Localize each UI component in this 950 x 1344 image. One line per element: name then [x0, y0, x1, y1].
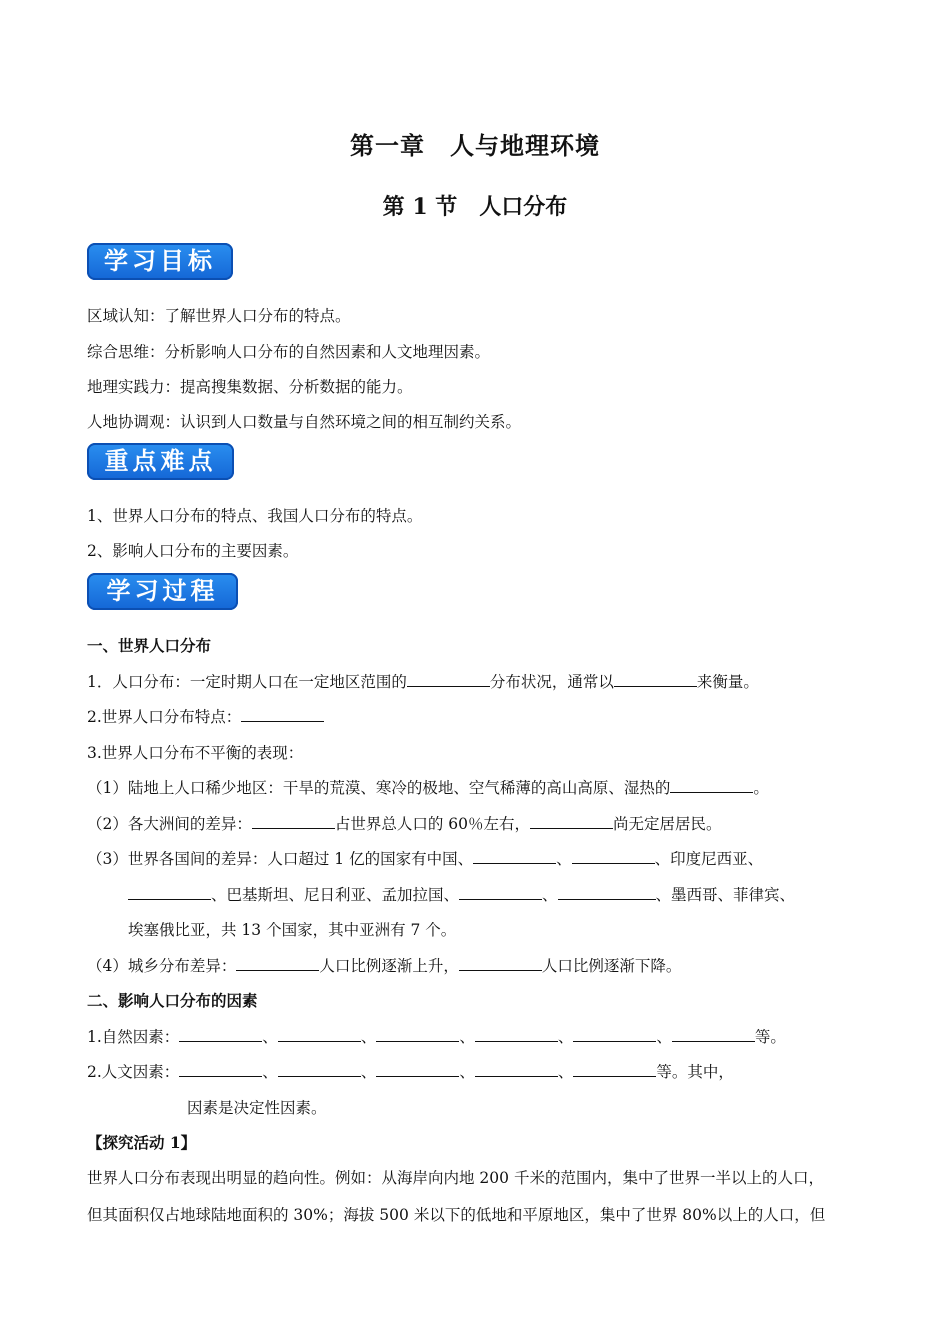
fill-blank[interactable]	[407, 672, 490, 687]
fill-blank[interactable]	[530, 814, 613, 829]
fill-blank[interactable]	[475, 1027, 558, 1042]
question-2: 2.世界人口分布特点：	[87, 707, 324, 727]
point-3-continued: 、巴基斯坦、尼日利亚、孟加拉国、 、 、墨西哥、菲律宾、	[128, 885, 795, 905]
question-1: 1．人口分布：一定时期人口在一定地区范围的 分布状况，通常以 来衡量。	[87, 673, 759, 691]
fill-blank[interactable]	[473, 849, 556, 864]
fill-blank[interactable]	[179, 1062, 262, 1077]
point-2: （2）各大洲间的差异： 占世界总人口的 60％左右， 尚无定居居民。	[87, 815, 722, 833]
goal-item: 人地协调观：认识到人口数量与自然环境之间的相互制约关系。	[87, 413, 522, 431]
fill-blank[interactable]	[459, 956, 542, 971]
section1-heading: 一、世界人口分布	[87, 636, 212, 655]
fill-blank[interactable]	[558, 885, 656, 900]
fill-blank[interactable]	[572, 849, 655, 864]
activity-text: 世界人口分布表现出明显的趋向性。例如：从海岸向内地 200 千米的范围内，集中了世界一半以上的人口，	[87, 1169, 824, 1187]
fill-blank[interactable]	[672, 1027, 755, 1042]
point-4: （4）城乡分布差异： 人口比例逐渐上升， 人口比例逐渐下降。	[87, 957, 682, 975]
fill-blank[interactable]	[252, 814, 335, 829]
fill-blank[interactable]	[670, 778, 753, 793]
fill-blank[interactable]	[128, 885, 211, 900]
fill-blank[interactable]	[475, 1062, 558, 1077]
section2-heading: 二、影响人口分布的因素	[87, 991, 258, 1010]
fill-blank[interactable]	[179, 1027, 262, 1042]
activity-heading: 【探究活动 1】	[87, 1133, 197, 1152]
chapter-title: 第一章 人与地理环境	[350, 131, 600, 160]
activity-text: 但其面积仅占地球陆地面积的 30%；海拔 500 米以下的低地和平原地区，集中了世界 80%以上的人口，但	[87, 1206, 826, 1224]
point-3: （3）世界各国间的差异：人口超过 1 亿的国家有中国、 、 、印度尼西亚、	[87, 850, 764, 868]
decisive-factor: 因素是决定性因素。	[187, 1099, 327, 1117]
fill-blank[interactable]	[278, 1062, 361, 1077]
question-3: 3.世界人口分布不平衡的表现：	[87, 744, 304, 762]
human-factors: 2.人文因素： 、 、 、 、 等。其中，	[87, 1063, 734, 1081]
goal-item: 综合思维：分析影响人口分布的自然因素和人文地理因素。	[87, 343, 491, 361]
goal-item: 地理实践力：提高搜集数据、分析数据的能力。	[87, 378, 413, 396]
point-1: （1）陆地上人口稀少地区：干旱的荒漠、寒冷的极地、空气稀薄的高山高原、湿热的 。	[87, 779, 769, 797]
keypoint-item: 1、世界人口分布的特点、我国人口分布的特点。	[87, 507, 423, 525]
point-3-end: 埃塞俄比亚，共 13 个国家，其中亚洲有 7 个。	[128, 921, 457, 939]
goal-item: 区域认知：了解世界人口分布的特点。	[87, 307, 351, 325]
fill-blank[interactable]	[376, 1062, 459, 1077]
section-title: 第 1 节 人口分布	[382, 194, 568, 220]
fill-blank[interactable]	[278, 1027, 361, 1042]
badge-learning-process: 学习过程	[87, 573, 238, 610]
fill-blank[interactable]	[241, 707, 324, 722]
keypoint-item: 2、影响人口分布的主要因素。	[87, 542, 299, 560]
fill-blank[interactable]	[459, 885, 542, 900]
natural-factors: 1.自然因素： 、 、 、 、 、 等。	[87, 1028, 786, 1046]
fill-blank[interactable]	[573, 1027, 656, 1042]
fill-blank[interactable]	[376, 1027, 459, 1042]
badge-key-points: 重点难点	[87, 443, 234, 480]
fill-blank[interactable]	[573, 1062, 656, 1077]
badge-learning-goals: 学习目标	[87, 243, 233, 280]
fill-blank[interactable]	[614, 672, 697, 687]
fill-blank[interactable]	[236, 956, 319, 971]
